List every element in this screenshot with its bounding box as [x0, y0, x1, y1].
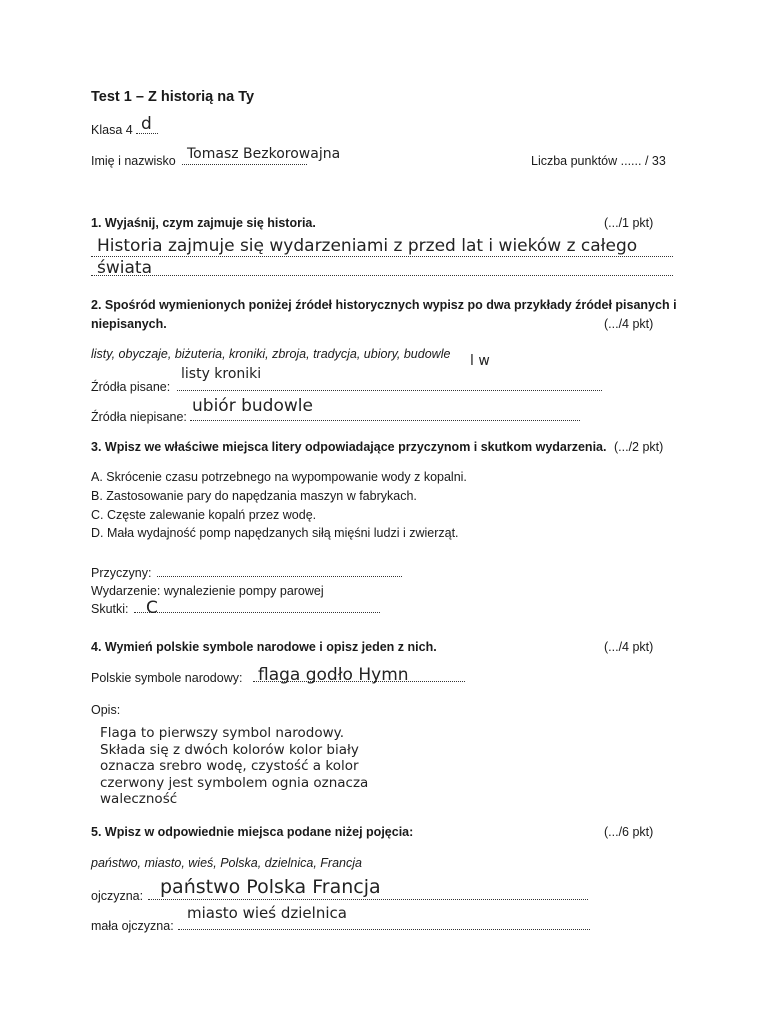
q2-written-dotted-line: [177, 390, 602, 391]
q2-unwritten-label: Źródła niepisane:: [91, 410, 187, 424]
q3-event: Wydarzenie: wynalezienie pompy parowej: [91, 584, 324, 598]
q3-option-d: D. Mała wydajność pomp napędzanych siłą mięśni ludzi i zwierząt.: [91, 526, 459, 540]
q3-causes-label: Przyczyny:: [91, 566, 152, 580]
q3-question: 3. Wpisz we właściwe miejsca litery odpowiadające przyczynom i skutkom wydarzenia.: [91, 440, 607, 454]
class-label: Klasa 4: [91, 123, 133, 137]
q3-effects-label: Skutki:: [91, 602, 129, 616]
q2-points: (.../4 pkt): [604, 317, 654, 331]
q2-question-line1: 2. Spośród wymienionych poniżej źródeł historycznych wypisz po dwa przykłady źródeł pisanych i: [91, 298, 677, 312]
q2-unwritten-dotted-line: [190, 420, 580, 421]
points-total: Liczba punktów ...... / 33: [531, 154, 666, 168]
q1-answer-line2: świata: [97, 258, 152, 278]
q4-description-line: waleczność: [100, 791, 178, 808]
q3-effects-answer: C: [146, 598, 158, 618]
q2-margin-note: l w: [470, 353, 490, 369]
q4-description-label: Opis:: [91, 703, 121, 717]
q5-small-homeland-label: mała ojczyzna:: [91, 919, 174, 933]
q4-description-line: czerwony jest symbolem ognia oznacza: [100, 774, 369, 791]
q1-points: (.../1 pkt): [604, 216, 654, 230]
q5-small-homeland-answer: miasto wieś dzielnica: [187, 904, 347, 922]
q4-symbols-label: Polskie symbole narodowy:: [91, 671, 243, 685]
q4-description-line: Flaga to pierwszy symbol narodowy.: [100, 725, 344, 741]
q5-question: 5. Wpisz w odpowiednie miejsca podane niżej pojęcia:: [91, 825, 414, 839]
q5-homeland-answer: państwo Polska Francja: [160, 876, 381, 898]
q1-dotted-line-1: [91, 256, 673, 257]
q2-source-list: listy, obyczaje, biżuteria, kroniki, zbroja, tradycja, ubiory, budowle: [91, 347, 451, 361]
q5-points: (.../6 pkt): [604, 825, 654, 839]
name-label: Imię i nazwisko: [91, 154, 176, 168]
q5-homeland-dotted-line: [148, 899, 588, 900]
q1-answer-line1: Historia zajmuje się wydarzeniami z przed lat i wieków z całego: [97, 236, 638, 256]
q3-option-a: A. Skrócenie czasu potrzebnego na wypompowanie wody z kopalni.: [91, 470, 467, 484]
q2-written-answer: listy kroniki: [181, 366, 262, 382]
q3-causes-dotted-line: [157, 576, 402, 577]
class-answer: d: [141, 114, 152, 134]
q4-description-line: oznacza srebro wodę, czystość a kolor: [100, 758, 359, 775]
q1-question: 1. Wyjaśnij, czym zajmuje się historia.: [91, 216, 316, 230]
q5-homeland-label: ojczyzna:: [91, 889, 144, 903]
name-dotted-line: [182, 164, 307, 165]
q5-small-homeland-dotted-line: [178, 929, 590, 930]
q4-symbols-answer: flaga godło Hymn: [258, 665, 409, 685]
q5-terms-list: państwo, miasto, wieś, Polska, dzielnica, Francja: [91, 856, 362, 870]
q3-option-c: C. Częste zalewanie kopalń przez wodę.: [91, 508, 317, 522]
q4-description-answer: [100, 725, 400, 808]
q3-option-b: B. Zastosowanie pary do napędzania maszyn w fabrykach.: [91, 489, 417, 503]
name-answer: Tomasz Bezkorowajna: [187, 146, 341, 162]
q4-points: (.../4 pkt): [604, 640, 654, 654]
q3-effects-dotted-line: [134, 612, 380, 613]
q4-question: 4. Wymień polskie symbole narodowe i opisz jeden z nich.: [91, 640, 437, 654]
q4-description-line: Składa się z dwóch kolorów kolor biały: [100, 741, 359, 758]
q2-written-label: Źródła pisane:: [91, 380, 171, 394]
q3-points: (.../2 pkt): [614, 440, 664, 454]
q1-dotted-line-2: [91, 275, 673, 276]
q2-unwritten-answer: ubiór budowle: [192, 396, 313, 416]
test-title: Test 1 – Z historią na Ty: [91, 89, 255, 105]
q2-question-line2: niepisanych.: [91, 317, 167, 331]
